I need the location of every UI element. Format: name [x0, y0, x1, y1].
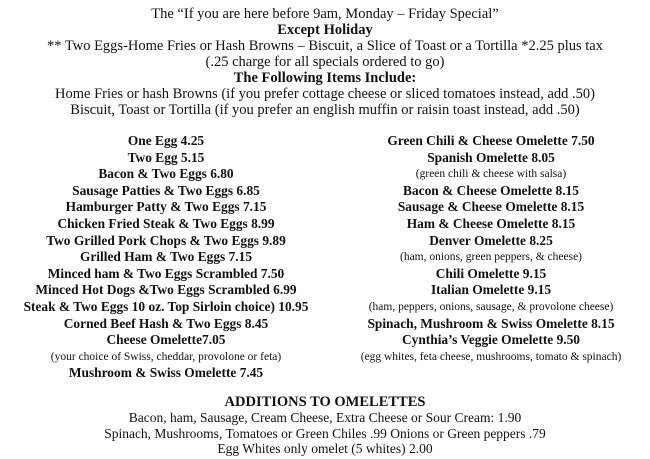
menu-item: Cheese Omelette7.05	[106, 332, 226, 348]
additions-section	[0, 394, 650, 457]
menu-item: Italian Omelette 9.15	[430, 282, 552, 298]
left-menu-column	[0, 133, 332, 382]
menu-item-note: (ham, peppers, onions, sausage, & provolone cheese)	[368, 300, 614, 313]
menu-item: Sausage Patties & Two Eggs 6.85	[72, 182, 260, 198]
menu-item: Two Egg 5.15	[127, 149, 205, 165]
menu-item: Minced ham & Two Eggs Scrambled 7.50	[47, 265, 285, 281]
menu-item: Grilled Ham & Two Eggs 7.15	[79, 249, 253, 265]
menu-item: Bacon & Cheese Omelette 8.15	[403, 182, 579, 198]
menu-item: Chicken Fried Steak & Two Eggs 8.99	[57, 215, 275, 231]
menu-item: Ham & Cheese Omelette 8.15	[406, 215, 576, 231]
except-holiday: Except Holiday	[277, 22, 373, 38]
includes-bread: Biscuit, Toast or Tortilla (if you prefer an english muffin or raisin toast instead, add .50)	[70, 102, 580, 118]
special-title: The “If you are here before 9am, Monday – Friday Special”	[151, 6, 499, 22]
menu-item: One Egg 4.25	[127, 133, 205, 148]
menu-item: Mushroom & Swiss Omelette 7.45	[68, 365, 264, 381]
menu-item: Cynthia’s Veggie Omelette 9.50	[401, 332, 581, 348]
menu-item: Hamburger Patty & Two Eggs 7.15	[65, 199, 267, 215]
menu-item-note: (your choice of Swiss, cheddar, provolone or feta)	[50, 350, 282, 363]
menu-item: Green Chili & Cheese Omelette 7.50	[387, 133, 595, 148]
special-description: ** Two Eggs-Home Fries or Hash Browns – Biscuit, a Slice of Toast or a Tortilla *2.25 plus tax	[47, 38, 603, 54]
menu-item: Corned Beef Hash & Two Eggs 8.45	[63, 315, 269, 331]
menu-item-note: (egg whites, feta cheese, mushrooms, tomato & spinach)	[360, 350, 622, 363]
includes-heading: The Following Items Include:	[233, 70, 417, 86]
additions-line: Bacon, ham, Sausage, Cream Cheese, Extra Cheese or Sour Cream: 1.90	[128, 410, 522, 425]
menu-item: Spanish Omelette 8.05	[427, 149, 555, 165]
menu-item-note: (green chili & cheese with salsa)	[415, 168, 567, 181]
menu-item: Spinach, Mushroom & Swiss Omelette 8.15	[367, 315, 615, 331]
menu-item: Steak & Two Eggs 10 oz. Top Sirloin choice) 10.95	[23, 298, 309, 314]
menu-item: Bacon & Two Eggs 6.80	[98, 166, 234, 182]
menu-item-note: (ham, onions, green peppers, & cheese)	[399, 251, 583, 264]
menu-item: Minced Hot Dogs &Two Eggs Scrambled 6.99	[35, 282, 297, 298]
additions-line: Egg Whites only omelet (5 whites) 2.00	[217, 441, 433, 456]
includes-potatoes: Home Fries or hash Browns (if you prefer cottage cheese or sliced tomatoes instead, add .50)	[55, 86, 595, 102]
menu-item: Chili Omelette 9.15	[435, 265, 547, 281]
additions-title: ADDITIONS TO OMELETTES	[224, 394, 426, 410]
additions-line: Spinach, Mushrooms, Tomatoes or Green Chiles .99 Onions or Green peppers .79	[104, 425, 546, 441]
to-go-charge: (.25 charge for all specials ordered to go)	[205, 54, 445, 70]
menu-item: Denver Omelette 8.25	[429, 232, 553, 248]
menu-item: Sausage & Cheese Omelette 8.15	[397, 199, 585, 215]
menu-item: Two Grilled Pork Chops & Two Eggs 9.89	[46, 232, 286, 248]
right-menu-column	[332, 133, 650, 365]
specials-header	[0, 6, 650, 118]
